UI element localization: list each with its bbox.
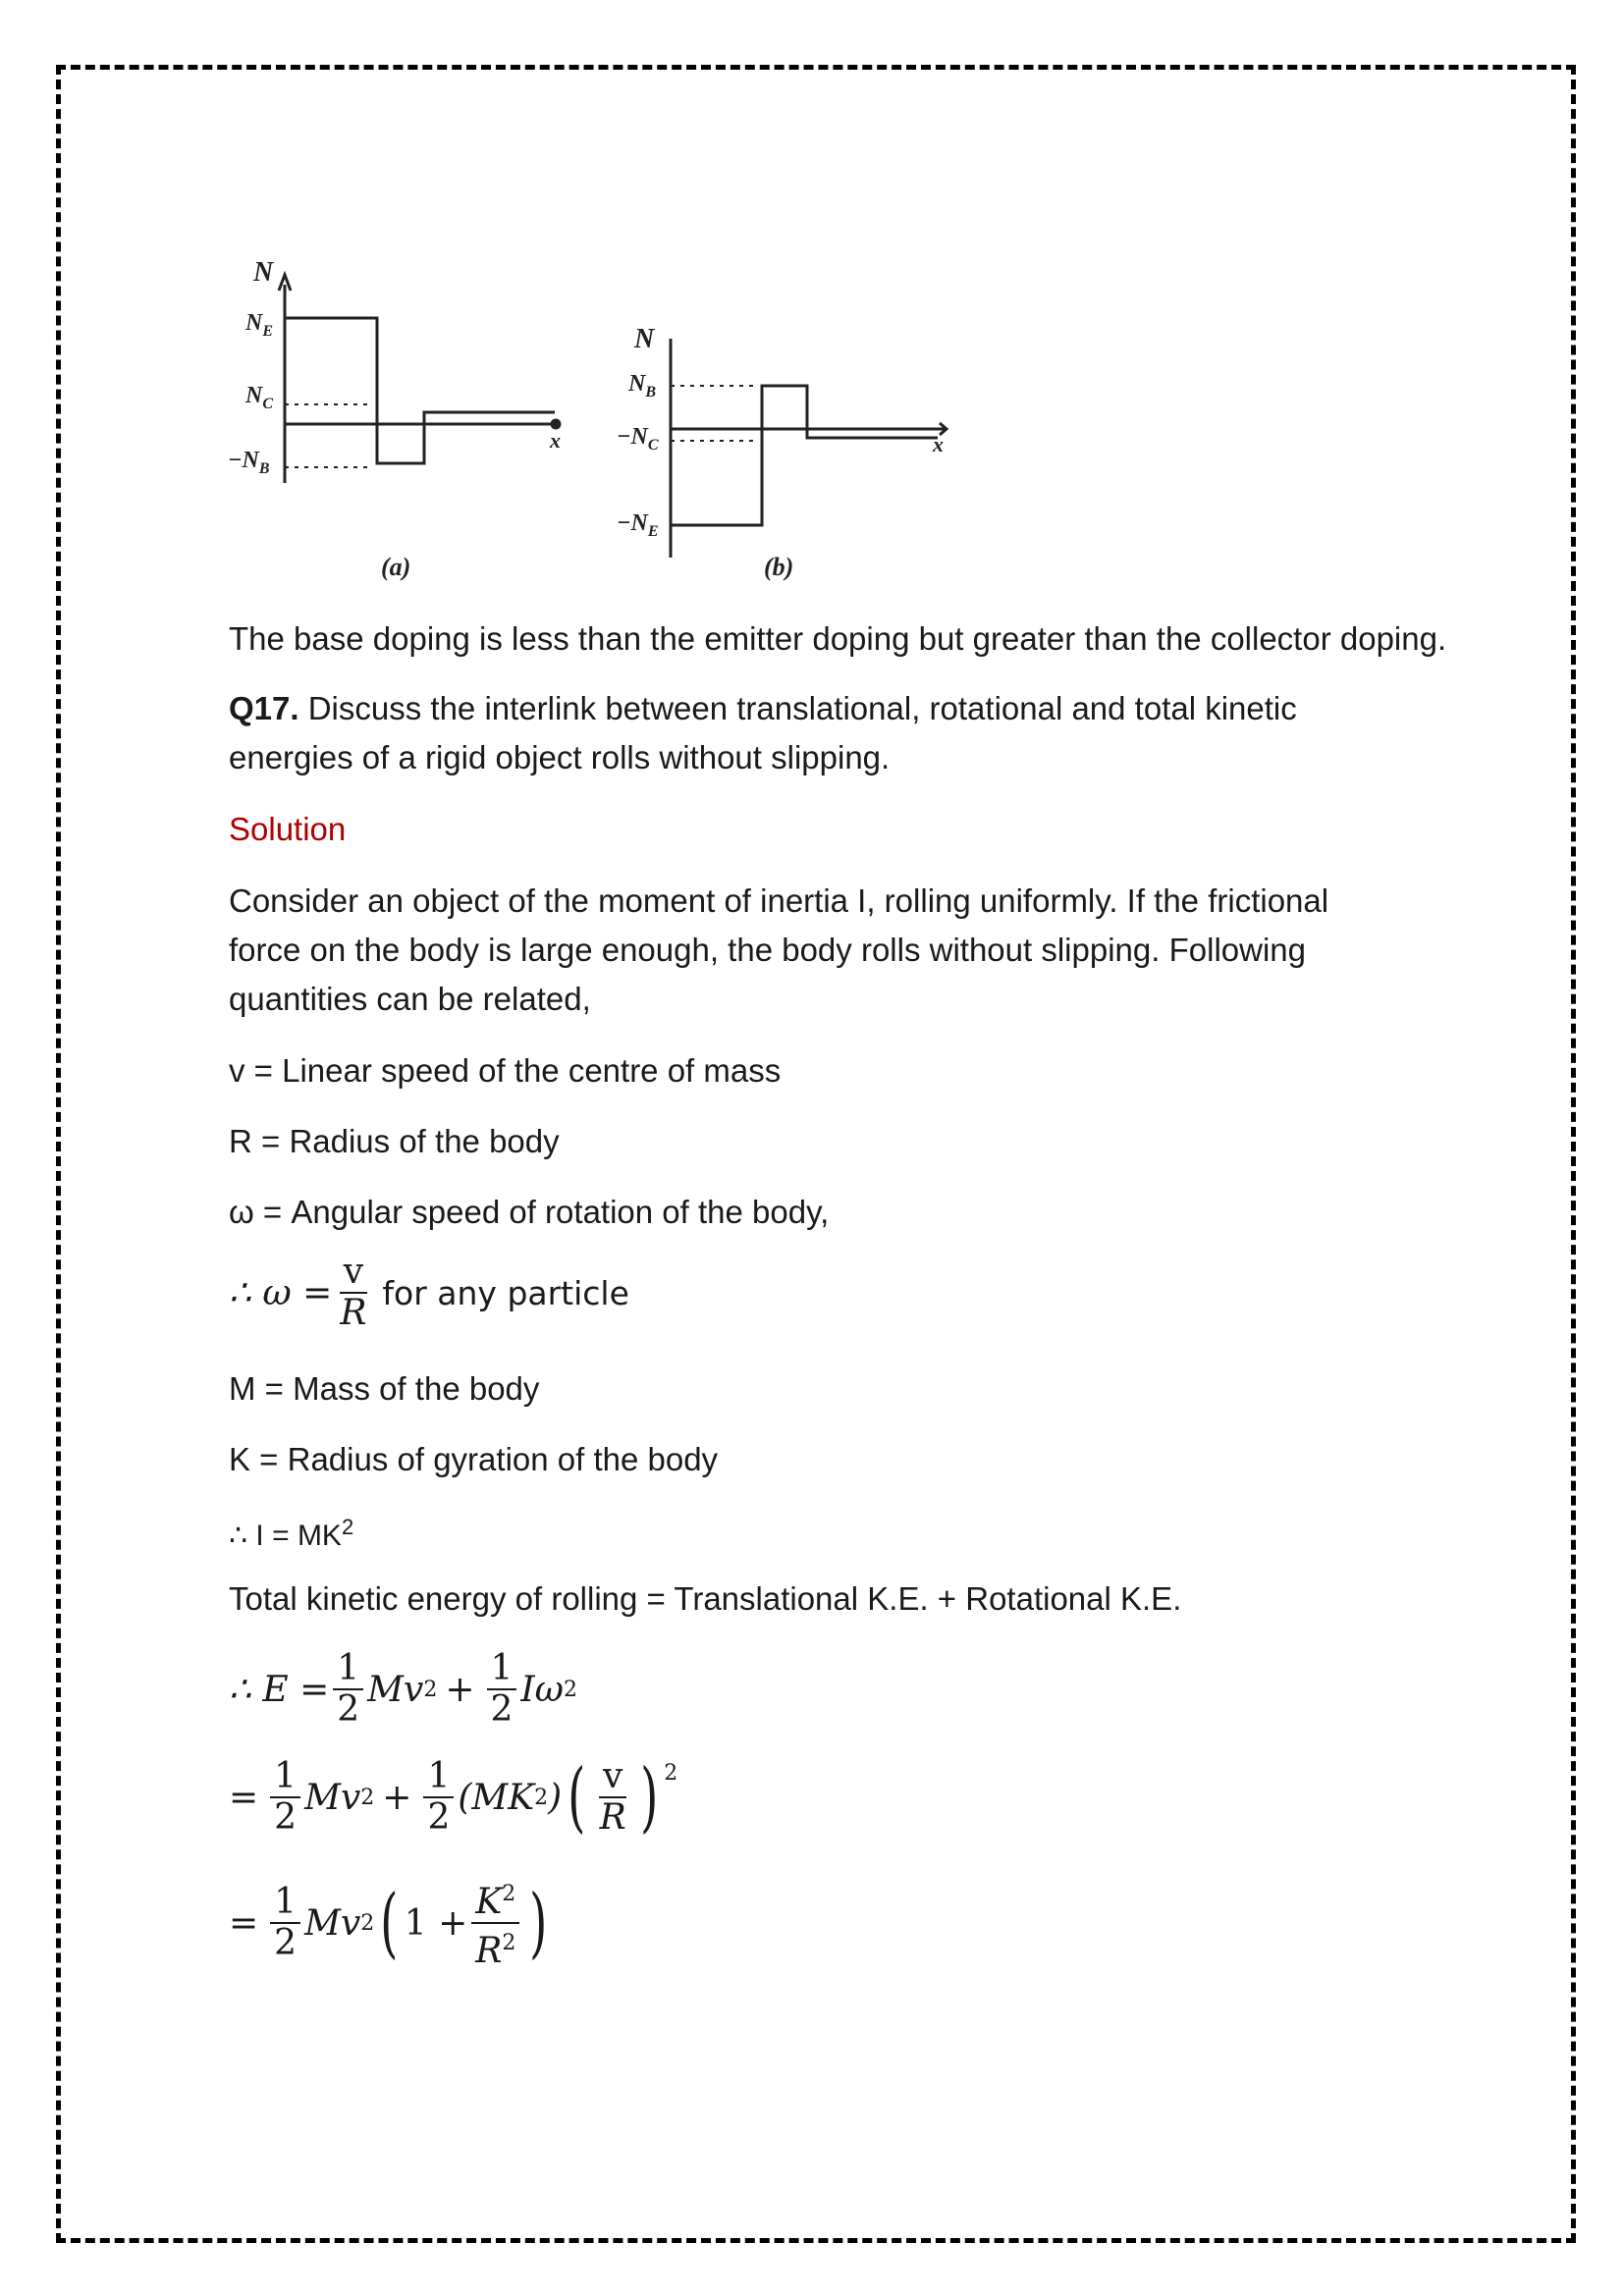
fig-a-y-axis: N [253, 257, 274, 288]
definition-v: v = Linear speed of the centre of mass [229, 1052, 782, 1089]
definition-omega: ω = Angular speed of rotation of the body, [229, 1194, 830, 1230]
fig-b-caption: (b) [764, 553, 794, 581]
fig-b-nb-label: $N_B$ [628, 371, 657, 400]
definition-K: K = Radius of gyration of the body [229, 1441, 719, 1477]
ke-equation-line-3: = $\frac{1}{2}$ Mv 2 ( 1 + $\frac{K^2}{R^2}$ ) [229, 1875, 554, 1971]
solution-heading: Solution [229, 811, 347, 847]
question-text: Discuss the interlink between translational, rotational and total kinetic energies of a rigid object rolls without slipping. [229, 690, 1297, 775]
definition-R: R = Radius of the body [229, 1123, 560, 1159]
ke-equation-line-1: ∴ E = $\frac{1}{2}$ Mv 2 + $\frac{1}{2}$ Iω 2 [229, 1648, 577, 1730]
fig-b-neg-nc-label: $-N_C$ [617, 424, 659, 454]
fig-a-neg-nb-label: $-N_B$ [228, 448, 270, 477]
fig-b-y-axis: N [634, 324, 655, 354]
solution-intro: Consider an object of the moment of inertia I, rolling uniformly. If the frictional force on the body is large enough, the body rolls without slipping. Following quantities can be related, [229, 882, 1329, 1017]
definition-M: M = Mass of the body [229, 1370, 540, 1407]
fig-a-x-label: x [550, 428, 561, 453]
ke-equation-line-2: = $\frac{1}{2}$ Mv 2 + $\frac{1}{2}$ (MK 2 ) ( $\frac{v}{R}$ ) $^2$ [229, 1753, 678, 1842]
fig-a-caption: (a) [381, 553, 411, 581]
inertia-relation: ∴ $I = MK^2$ [229, 1515, 354, 1552]
fig-b-x-label: x [933, 432, 944, 456]
omega-equation: ∴ ω = $\frac{v}{R}$ for any particle [229, 1252, 629, 1333]
total-ke-statement: Total kinetic energy of rolling = Translational K.E. + Rotational K.E. [229, 1580, 1182, 1617]
fig-a-nc-label: $N_C$ [245, 383, 274, 412]
figure-a [279, 275, 560, 483]
question-17 [229, 684, 1407, 782]
question-number: Q17. [229, 690, 299, 726]
figure-b [671, 339, 947, 558]
fig-b-neg-ne-label: $-N_E$ [617, 510, 659, 540]
doping-statement: The base doping is less than the emitter doping but greater than the collector doping. [229, 620, 1447, 657]
doping-profile-figure [0, 0, 1623, 609]
fig-a-ne-label: $N_E$ [245, 310, 274, 340]
